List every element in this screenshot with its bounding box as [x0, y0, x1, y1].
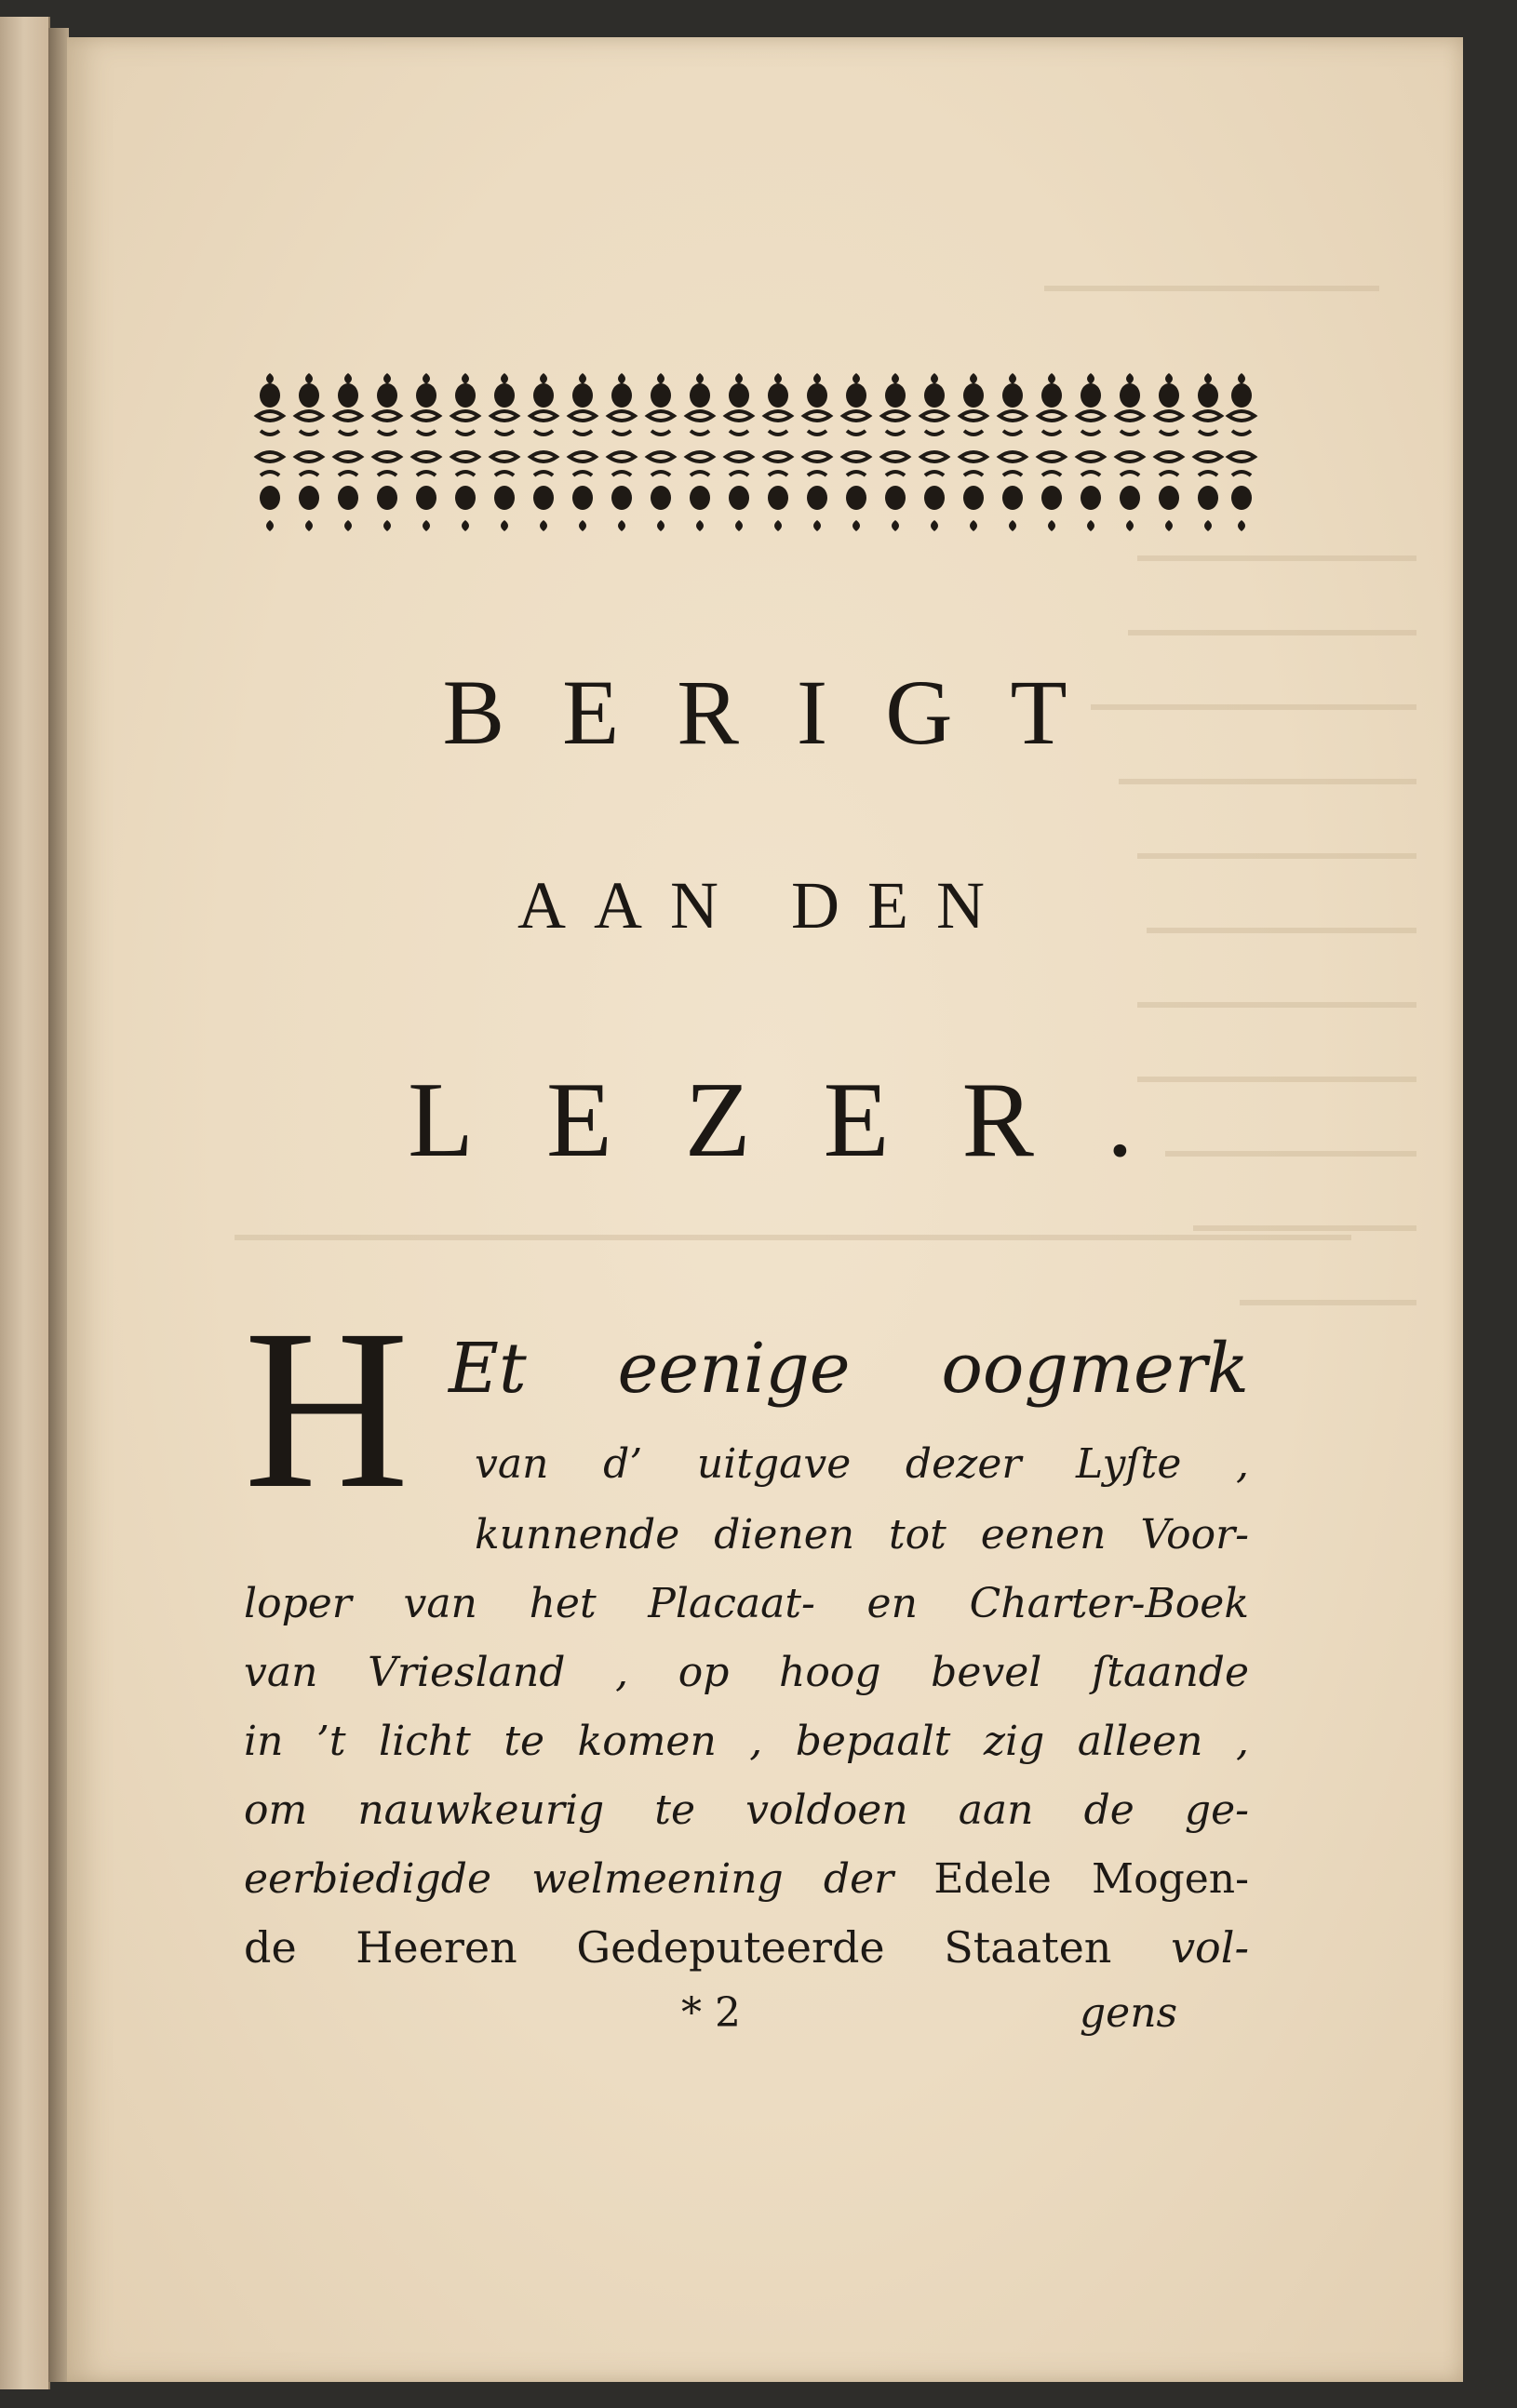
book-gutter — [48, 28, 69, 2382]
drop-capital: H — [244, 1283, 409, 1536]
decorative-border-ornament — [253, 368, 1258, 540]
signature-mark: * 2 — [681, 1989, 741, 2037]
title-aan-den: AAN DEN — [517, 868, 1013, 943]
text-line-4: loper van het Placaat- en Charter-Boek — [244, 1580, 1249, 1627]
text-line-8-italic: eerbiedigde welmeening der — [244, 1855, 894, 1903]
text-line-7: om nauwkeurig te voldoen aan de ge- — [244, 1786, 1249, 1834]
text-line-9 — [244, 1922, 1249, 1973]
text-line-6: in ’t licht te komen , bepaalt zig alleen , — [244, 1718, 1249, 1765]
text-line-8 — [244, 1855, 1249, 1903]
text-line-9-roman: de Heeren Gedeputeerde Staaten — [244, 1922, 1112, 1973]
title-berigt: BERIGT — [442, 661, 1125, 764]
catchword: gens — [1080, 1989, 1178, 2037]
text-line-1: Et eenige oogmerk — [449, 1329, 1249, 1409]
text-line-3: kunnende dienen tot eenen Voor- — [475, 1511, 1249, 1559]
text-line-9-italic: vol- — [1111, 1922, 1249, 1973]
title-lezer: LEZER. — [408, 1061, 1206, 1180]
page — [67, 37, 1463, 2382]
text-line-8-roman: Edele Mogen- — [893, 1855, 1249, 1903]
facing-page-edge — [0, 17, 50, 2389]
text-line-5: van Vriesland , op hoog bevel ſtaande — [244, 1649, 1249, 1696]
text-line-2: van d’ uitgave dezer Lyſte , — [475, 1440, 1249, 1488]
